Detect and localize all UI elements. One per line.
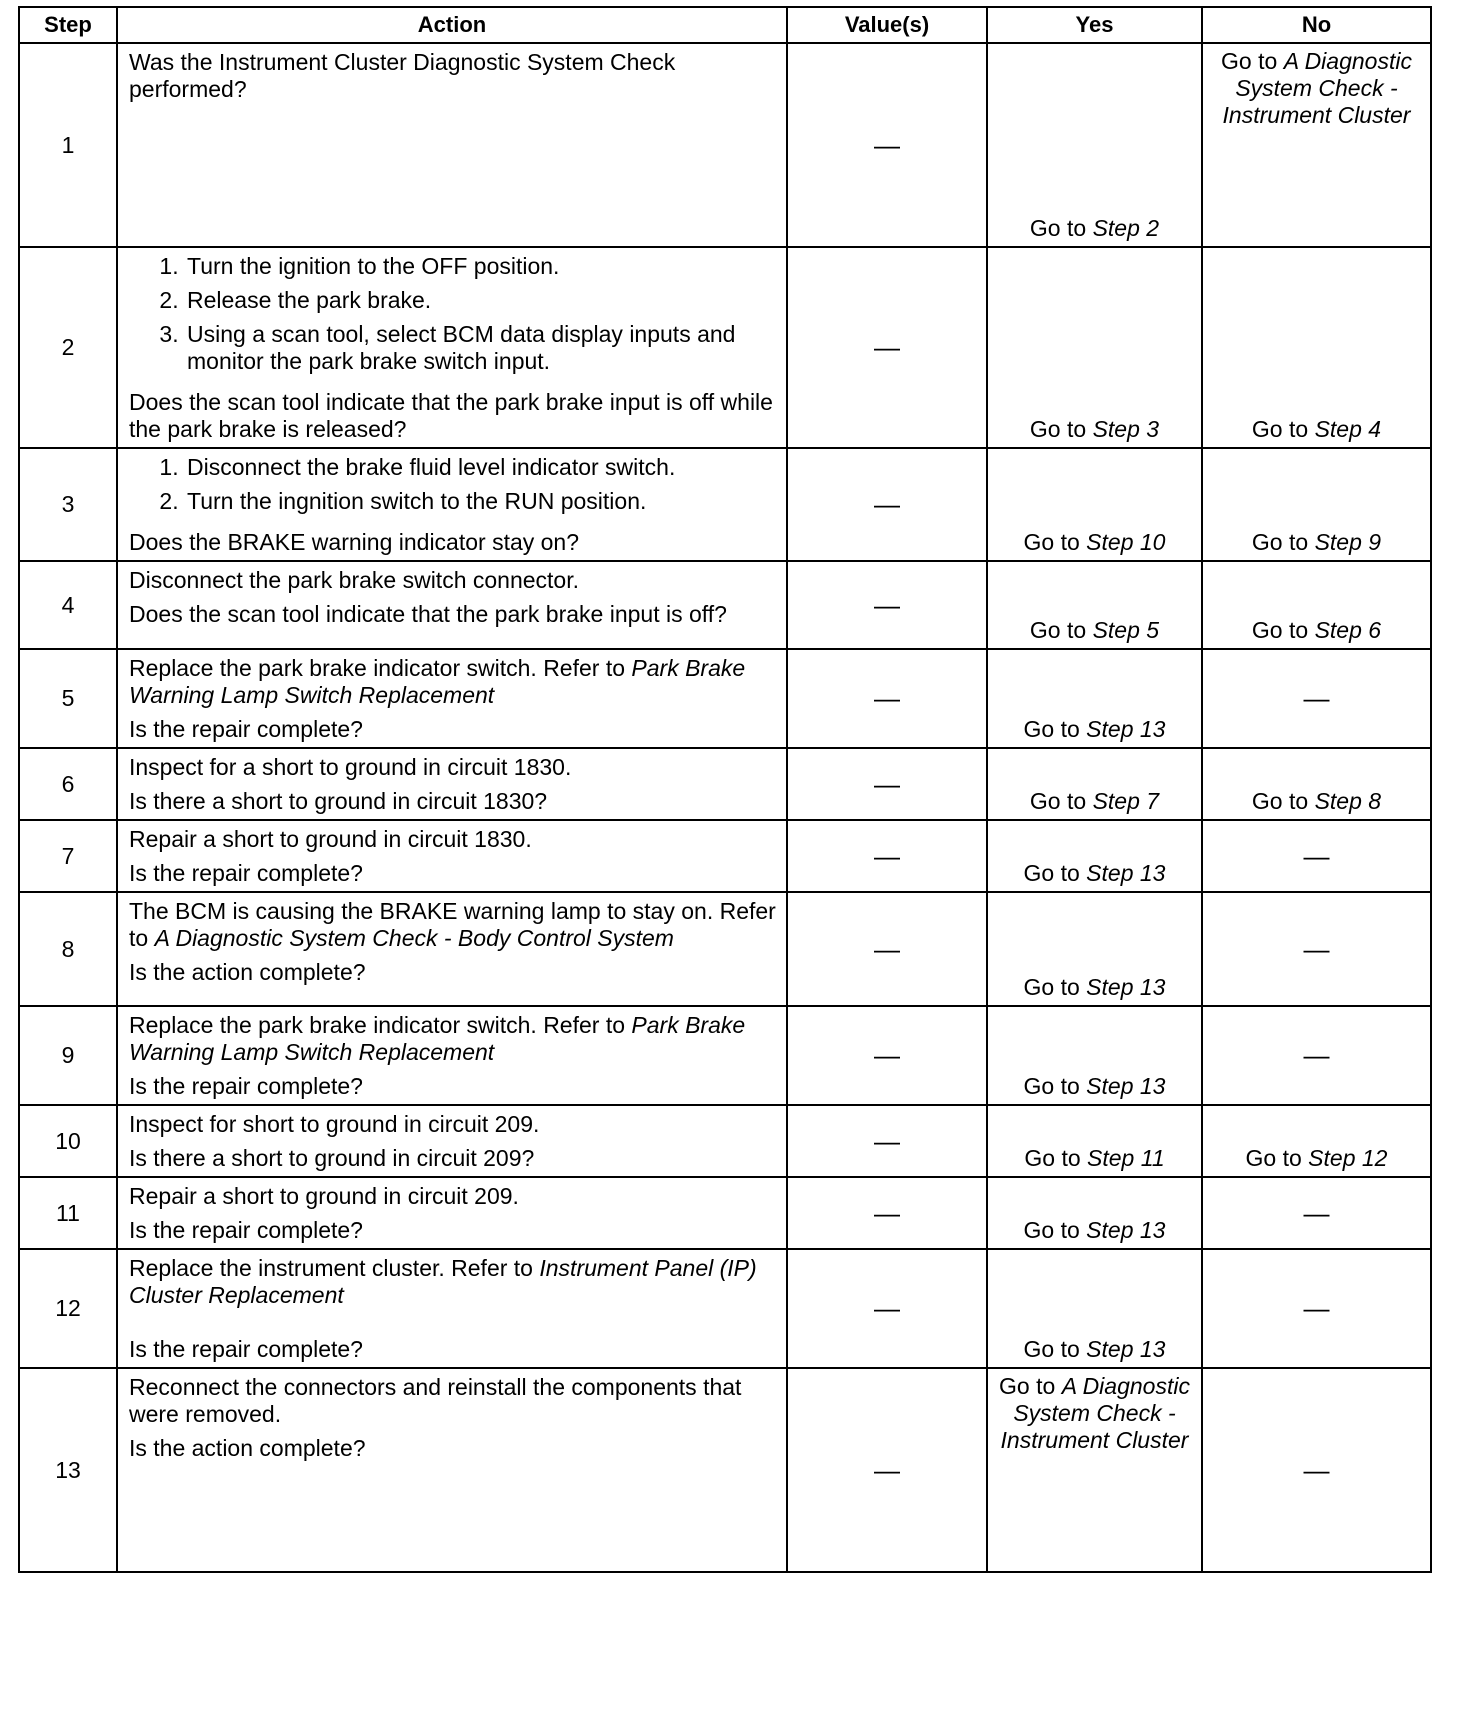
- action-question: Is the repair complete?: [129, 1073, 363, 1099]
- goto-text: Go to: [1029, 788, 1087, 814]
- table-row: [19, 1368, 1431, 1572]
- table-body: [19, 43, 1431, 1572]
- no-destination-link[interactable]: [1209, 617, 1424, 644]
- goto-text: Go to: [1221, 48, 1278, 74]
- step-number: 1: [19, 43, 117, 247]
- value-cell: —: [787, 1368, 987, 1572]
- no-cell: [1202, 820, 1431, 892]
- yes-destination-link[interactable]: [994, 529, 1195, 556]
- action-cell: [117, 1249, 787, 1368]
- yes-cell: [987, 448, 1202, 561]
- action-question: Is the repair complete?: [129, 716, 363, 742]
- action-text: [129, 567, 776, 594]
- table-row: [19, 1249, 1431, 1368]
- goto-text: Go to: [999, 1373, 1056, 1399]
- yes-destination-link[interactable]: [994, 860, 1195, 887]
- action-text-plain: Repair a short to ground in circuit 209.: [129, 1183, 519, 1209]
- no-dash: —: [1303, 933, 1330, 964]
- goto-reference: Step 2: [1092, 215, 1160, 241]
- value-cell: —: [787, 1006, 987, 1105]
- goto-reference: Step 7: [1092, 788, 1160, 814]
- goto-reference: Step 11: [1087, 1145, 1165, 1171]
- yes-cell: [987, 748, 1202, 820]
- action-cell: [117, 1368, 787, 1572]
- goto-reference: Step 13: [1086, 860, 1166, 886]
- goto-text: Go to: [1029, 617, 1087, 643]
- no-destination-link[interactable]: [1209, 1145, 1424, 1172]
- action-content: [129, 253, 776, 443]
- action-substeps: [129, 454, 776, 522]
- yes-destination-link[interactable]: [994, 716, 1195, 743]
- no-destination-link[interactable]: [1209, 416, 1424, 443]
- step-number: 6: [19, 748, 117, 820]
- no-cell: [1202, 561, 1431, 649]
- action-content: [129, 454, 776, 556]
- yes-destination-link[interactable]: [994, 617, 1195, 644]
- table-row: [19, 748, 1431, 820]
- action-text-plain: Inspect for a short to ground in circuit 1830.: [129, 754, 572, 780]
- step-number: 8: [19, 892, 117, 1006]
- yes-cell: [987, 1105, 1202, 1177]
- action-substep: 1. Disconnect the brake fluid level indicator switch.: [185, 454, 776, 481]
- action-cell: [117, 820, 787, 892]
- action-content: [129, 1183, 776, 1244]
- goto-text: Go to: [1023, 860, 1080, 886]
- goto-reference: Step 13: [1086, 974, 1166, 1000]
- step-number: 3: [19, 448, 117, 561]
- no-destination-link[interactable]: [1209, 529, 1424, 556]
- action-content: [129, 49, 776, 103]
- goto-text: Go to: [1029, 416, 1087, 442]
- no-dash: —: [1303, 1197, 1330, 1228]
- goto-reference: Step 5: [1092, 617, 1160, 643]
- action-text-plain: Disconnect the park brake switch connector.: [129, 567, 580, 593]
- goto-reference: Step 13: [1086, 1336, 1166, 1362]
- goto-text: Go to: [1023, 974, 1080, 1000]
- goto-reference: Step 10: [1086, 529, 1166, 555]
- action-substeps: [129, 253, 776, 382]
- action-text-plain: Repair a short to ground in circuit 1830.: [129, 826, 532, 852]
- yes-cell: [987, 649, 1202, 748]
- step-number: 4: [19, 561, 117, 649]
- action-content: [129, 567, 776, 628]
- action-text: [129, 898, 776, 952]
- action-text-plain: Replace the instrument cluster. Refer to: [129, 1255, 540, 1281]
- yes-cell: [987, 820, 1202, 892]
- header-action: Action: [117, 7, 787, 43]
- action-text: [129, 826, 776, 853]
- yes-cell: [987, 1368, 1202, 1572]
- no-dash: —: [1303, 683, 1330, 713]
- table-row: [19, 1006, 1431, 1105]
- yes-destination-link[interactable]: [994, 1145, 1195, 1172]
- action-reference: A Diagnostic System Check - Body Control System: [154, 925, 674, 951]
- action-question: Does the scan tool indicate that the park brake input is off?: [129, 601, 727, 627]
- action-question: Is there a short to ground in circuit 1830?: [129, 788, 548, 814]
- action-question: Is the repair complete?: [129, 1217, 363, 1243]
- table-row: [19, 247, 1431, 448]
- action-content: [129, 1012, 776, 1100]
- action-cell: [117, 43, 787, 247]
- action-question: Does the scan tool indicate that the park brake input is off while the park brake is released?: [129, 389, 773, 442]
- goto-reference: Step 13: [1086, 716, 1166, 742]
- value-cell: —: [787, 43, 987, 247]
- action-content: [129, 1374, 776, 1462]
- goto-text: Go to: [1023, 1073, 1080, 1099]
- goto-reference: Step 13: [1086, 1217, 1166, 1243]
- action-text: [129, 655, 776, 709]
- action-text: [129, 1111, 776, 1138]
- step-number: 13: [19, 1368, 117, 1572]
- action-content: [129, 826, 776, 887]
- goto-text: Go to: [1024, 1145, 1081, 1171]
- step-number: 12: [19, 1249, 117, 1368]
- yes-cell: [987, 43, 1202, 247]
- yes-destination-link[interactable]: [994, 788, 1195, 815]
- no-cell: [1202, 1249, 1431, 1368]
- action-text-plain: The BCM is causing the BRAKE warning lamp to stay on. Refer to: [129, 898, 776, 951]
- goto-reference: Step 13: [1086, 1073, 1166, 1099]
- yes-destination-link[interactable]: [994, 1336, 1195, 1363]
- goto-reference: Step 3: [1092, 416, 1160, 442]
- header-row: [19, 7, 1431, 43]
- action-text: [129, 49, 776, 103]
- yes-destination-link[interactable]: [994, 1217, 1195, 1244]
- step-number: 7: [19, 820, 117, 892]
- no-destination-link[interactable]: [1209, 48, 1424, 129]
- action-cell: [117, 1006, 787, 1105]
- yes-cell: [987, 1249, 1202, 1368]
- no-cell: [1202, 892, 1431, 1006]
- action-content: [129, 754, 776, 815]
- diagnostic-table: [18, 6, 1432, 1573]
- table-row: [19, 820, 1431, 892]
- action-question: Does the BRAKE warning indicator stay on?: [129, 529, 580, 555]
- header-no: No: [1202, 7, 1431, 43]
- action-text: [129, 1255, 776, 1309]
- table-row: [19, 649, 1431, 748]
- no-dash: —: [1303, 1454, 1330, 1485]
- no-cell: [1202, 43, 1431, 247]
- value-cell: —: [787, 561, 987, 649]
- goto-reference: Step 4: [1314, 416, 1382, 442]
- goto-text: Go to: [1029, 215, 1087, 241]
- no-cell: [1202, 448, 1431, 561]
- value-cell: —: [787, 1177, 987, 1249]
- goto-text: Go to: [1251, 416, 1309, 442]
- action-cell: [117, 561, 787, 649]
- yes-destination-link[interactable]: [994, 1373, 1195, 1454]
- value-cell: —: [787, 1105, 987, 1177]
- action-cell: [117, 1105, 787, 1177]
- goto-text: Go to: [1251, 788, 1309, 814]
- value-cell: —: [787, 649, 987, 748]
- action-reference: Park Brake Warning Lamp Switch Replacement: [129, 655, 746, 708]
- goto-reference: A Diagnostic System Check - Instrument Cluster: [1222, 48, 1412, 128]
- header-values: Value(s): [787, 7, 987, 43]
- goto-text: Go to: [1023, 529, 1080, 555]
- step-number: 5: [19, 649, 117, 748]
- goto-reference: Step 6: [1314, 617, 1382, 643]
- goto-reference: A Diagnostic System Check - Instrument Cluster: [1000, 1373, 1190, 1453]
- no-cell: [1202, 1006, 1431, 1105]
- action-text-plain: Replace the park brake indicator switch. Refer to: [129, 655, 632, 681]
- goto-text: Go to: [1251, 529, 1309, 555]
- yes-cell: [987, 247, 1202, 448]
- action-substep: 3. Using a scan tool, select BCM data display inputs and monitor the park brake switch input.: [185, 321, 776, 375]
- yes-cell: [987, 1177, 1202, 1249]
- header-step: Step: [19, 7, 117, 43]
- step-number: 11: [19, 1177, 117, 1249]
- action-text-plain: Reconnect the connectors and reinstall the components that were removed.: [129, 1374, 742, 1427]
- yes-cell: [987, 1006, 1202, 1105]
- table-row: [19, 1105, 1431, 1177]
- value-cell: —: [787, 247, 987, 448]
- action-substep: 2. Turn the ingnition switch to the RUN position.: [185, 488, 776, 515]
- action-text: [129, 1012, 776, 1066]
- step-number: 2: [19, 247, 117, 448]
- no-cell: [1202, 247, 1431, 448]
- value-cell: —: [787, 1249, 987, 1368]
- value-cell: —: [787, 748, 987, 820]
- action-cell: [117, 892, 787, 1006]
- header-yes: Yes: [987, 7, 1202, 43]
- table-row: [19, 1177, 1431, 1249]
- action-text-plain: Was the Instrument Cluster Diagnostic System Check performed?: [129, 49, 676, 102]
- value-cell: —: [787, 448, 987, 561]
- action-text: [129, 1183, 776, 1210]
- action-content: [129, 898, 776, 986]
- action-text-plain: Replace the park brake indicator switch. Refer to: [129, 1012, 632, 1038]
- yes-cell: [987, 892, 1202, 1006]
- goto-text: Go to: [1023, 1217, 1080, 1243]
- step-number: 9: [19, 1006, 117, 1105]
- action-reference: Park Brake Warning Lamp Switch Replacement: [129, 1012, 746, 1065]
- no-dash: —: [1303, 840, 1330, 871]
- no-destination-link[interactable]: [1209, 788, 1424, 815]
- action-content: [129, 1255, 776, 1363]
- no-cell: [1202, 649, 1431, 748]
- yes-destination-link[interactable]: [994, 974, 1195, 1001]
- goto-text: Go to: [1245, 1145, 1302, 1171]
- table-row: [19, 892, 1431, 1006]
- yes-destination-link[interactable]: [994, 215, 1195, 242]
- action-cell: [117, 247, 787, 448]
- no-cell: [1202, 1105, 1431, 1177]
- no-cell: [1202, 748, 1431, 820]
- action-text-plain: Is the action complete?: [129, 1435, 366, 1461]
- goto-text: Go to: [1251, 617, 1309, 643]
- action-text-plain: Inspect for short to ground in circuit 209.: [129, 1111, 540, 1137]
- no-dash: —: [1303, 1040, 1330, 1070]
- action-cell: [117, 649, 787, 748]
- goto-text: Go to: [1023, 1336, 1080, 1362]
- action-reference: Instrument Panel (IP) Cluster Replacement: [129, 1255, 757, 1308]
- action-cell: [117, 1177, 787, 1249]
- table-row: [19, 561, 1431, 649]
- goto-text: Go to: [1023, 716, 1080, 742]
- table-row: [19, 43, 1431, 247]
- no-cell: [1202, 1368, 1431, 1572]
- action-text: [129, 1374, 776, 1428]
- action-question: Is the repair complete?: [129, 860, 363, 886]
- action-cell: [117, 748, 787, 820]
- action-substep: 2. Release the park brake.: [185, 287, 776, 314]
- action-substep: 1. Turn the ignition to the OFF position.: [185, 253, 776, 280]
- table-row: [19, 448, 1431, 561]
- action-content: [129, 1111, 776, 1172]
- yes-cell: [987, 561, 1202, 649]
- no-cell: [1202, 1177, 1431, 1249]
- yes-destination-link[interactable]: [994, 416, 1195, 443]
- action-question: Is the action complete?: [129, 959, 366, 985]
- value-cell: —: [787, 820, 987, 892]
- value-cell: —: [787, 892, 987, 1006]
- goto-reference: Step 12: [1308, 1145, 1388, 1171]
- goto-reference: Step 9: [1314, 529, 1382, 555]
- action-text: [129, 754, 776, 781]
- action-question: Is there a short to ground in circuit 209?: [129, 1145, 535, 1171]
- step-number: 10: [19, 1105, 117, 1177]
- action-text: [129, 1435, 776, 1462]
- goto-reference: Step 8: [1314, 788, 1382, 814]
- no-dash: —: [1303, 1293, 1330, 1323]
- yes-destination-link[interactable]: [994, 1073, 1195, 1100]
- action-content: [129, 655, 776, 743]
- action-cell: [117, 448, 787, 561]
- action-question: Is the repair complete?: [129, 1336, 363, 1362]
